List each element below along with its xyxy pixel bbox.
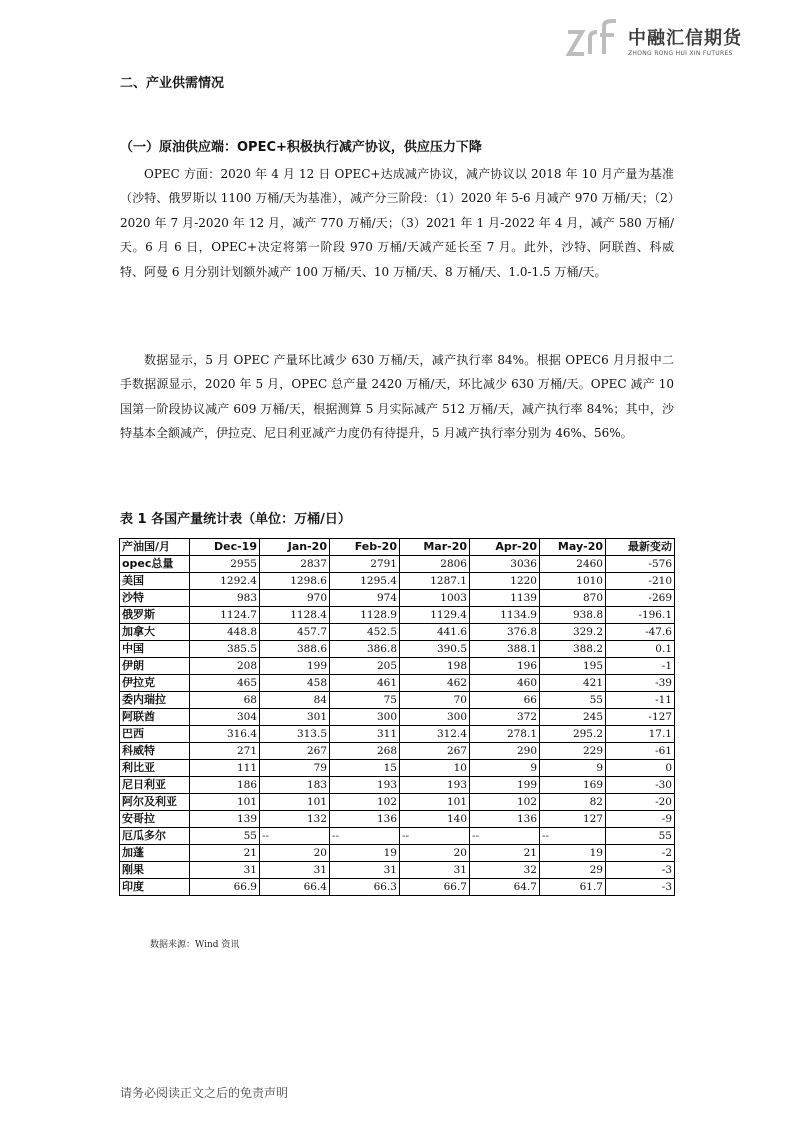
- table-cell-value: 301: [260, 709, 330, 726]
- table-row: [120, 607, 675, 624]
- row-country-name: 尼日利亚: [120, 777, 190, 794]
- table-cell-value: 0: [606, 760, 675, 777]
- table-cell-value: 304: [190, 709, 260, 726]
- row-country-name: 利比亚: [120, 760, 190, 777]
- table-cell-value: 1298.6: [260, 573, 330, 590]
- table-cell-value: 17.1: [606, 726, 675, 743]
- table-row: [120, 709, 675, 726]
- table-cell-value: 84: [260, 692, 330, 709]
- table-cell-value: -3: [606, 879, 675, 896]
- table-cell-value: 376.8: [470, 624, 540, 641]
- table-cell-value: 278.1: [470, 726, 540, 743]
- table-cell-value: 101: [190, 794, 260, 811]
- row-country-name: 刚果: [120, 862, 190, 879]
- table-cell-value: 974: [330, 590, 400, 607]
- table-cell-value: 461: [330, 675, 400, 692]
- table-cell-value: 29: [540, 862, 606, 879]
- table-row: [120, 556, 675, 573]
- subsection-title: （一）原油供应端：OPEC+积极执行减产协议，供应压力下降: [120, 140, 482, 155]
- logo-english-name: ZHONG RONG HUI XIN FUTURES: [628, 50, 733, 57]
- table-cell-value: -196.1: [606, 607, 675, 624]
- table-cell-value: 0.1: [606, 641, 675, 658]
- source-note: 数据来源：Wind 资讯: [150, 940, 240, 950]
- table-cell-value: 2460: [540, 556, 606, 573]
- column-header: Apr-20: [470, 539, 540, 556]
- table-cell-value: 462: [400, 675, 470, 692]
- table-row: [120, 862, 675, 879]
- column-header: 产油国/月: [120, 539, 190, 556]
- table-cell-value: 268: [330, 743, 400, 760]
- table-cell-value: 101: [400, 794, 470, 811]
- table-cell-value: -30: [606, 777, 675, 794]
- table-cell-value: 132: [260, 811, 330, 828]
- table-cell-value: 205: [330, 658, 400, 675]
- row-country-name: 沙特: [120, 590, 190, 607]
- table-cell-value: 31: [400, 862, 470, 879]
- section-title: 二、产业供需情况: [120, 76, 225, 91]
- table-cell-value: 31: [330, 862, 400, 879]
- table-cell-value: 388.6: [260, 641, 330, 658]
- table-cell-value: 1124.7: [190, 607, 260, 624]
- table-cell-value: -20: [606, 794, 675, 811]
- table-cell-value: 312.4: [400, 726, 470, 743]
- paragraph-opec-agreement: OPEC 方面：2020 年 4 月 12 日 OPEC+达成减产协议，减产协议以 2018 年 10 月产量为基准（沙特、俄罗斯以 1100 万桶/天为基准），减产分三阶段：（1）2020 年 5-6 月减产 970 万桶/天；（2）2020 年 7 月-2020 年 12 月，减产 770 万桶/天；（3）2021 年 1 月-2022 年 4 月，减产 580 万桶/天。6 月 6 日，OPEC+决定将第一阶段 970 万桶/天减产延长至 7 月。此外，沙特、阿联酋、科威特、阿曼 6 月分别计划额外减产 100 万桶/天、10 万桶/天、8 万桶/天、1.0-1.5 万桶/天。: [120, 167, 674, 279]
- row-country-name: 加蓬: [120, 845, 190, 862]
- row-country-name: 巴西: [120, 726, 190, 743]
- table-header-row: [120, 539, 675, 556]
- table-cell-value: 9: [540, 760, 606, 777]
- table-cell-value: 31: [260, 862, 330, 879]
- company-logo: [566, 18, 776, 62]
- row-country-name: 美国: [120, 573, 190, 590]
- table-cell-value: 295.2: [540, 726, 606, 743]
- column-header: Jan-20: [260, 539, 330, 556]
- table-cell-value: 199: [470, 777, 540, 794]
- table-caption: 表 1 各国产量统计表（单位：万桶/日）: [120, 512, 351, 527]
- row-country-name: 中国: [120, 641, 190, 658]
- table-cell-value: 198: [400, 658, 470, 675]
- table-cell-value: 21: [470, 845, 540, 862]
- table-row: [120, 828, 675, 845]
- table-cell-value: 193: [330, 777, 400, 794]
- table-cell-value: 66.3: [330, 879, 400, 896]
- table-cell-value: -47.6: [606, 624, 675, 641]
- row-country-name: 科威特: [120, 743, 190, 760]
- table-cell-value: 245: [540, 709, 606, 726]
- table-cell-value: 31: [190, 862, 260, 879]
- row-country-name: 委内瑞拉: [120, 692, 190, 709]
- table-cell-value: -3: [606, 862, 675, 879]
- table-cell-value: 169: [540, 777, 606, 794]
- table-cell-value: 55: [190, 828, 260, 845]
- table-cell-value: 66: [470, 692, 540, 709]
- table-cell-value: 9: [470, 760, 540, 777]
- table-cell-value: 271: [190, 743, 260, 760]
- table-cell-value: 1128.4: [260, 607, 330, 624]
- table-cell-value: 441.6: [400, 624, 470, 641]
- column-header: May-20: [540, 539, 606, 556]
- table-cell-value: 21: [190, 845, 260, 862]
- row-country-name: 阿联酋: [120, 709, 190, 726]
- table-cell-value: 70: [400, 692, 470, 709]
- table-cell-empty: --: [540, 828, 606, 845]
- column-header: Feb-20: [330, 539, 400, 556]
- table-cell-value: -1: [606, 658, 675, 675]
- row-country-name: opec总量: [120, 556, 190, 573]
- table-cell-value: 458: [260, 675, 330, 692]
- table-cell-value: 3036: [470, 556, 540, 573]
- table-cell-value: 1003: [400, 590, 470, 607]
- table-row: [120, 743, 675, 760]
- table-cell-value: 300: [400, 709, 470, 726]
- table-cell-value: 229: [540, 743, 606, 760]
- table-cell-value: 1295.4: [330, 573, 400, 590]
- table-cell-value: 10: [400, 760, 470, 777]
- table-cell-value: 329.2: [540, 624, 606, 641]
- table-cell-value: 61.7: [540, 879, 606, 896]
- table-cell-value: 183: [260, 777, 330, 794]
- table-cell-value: 136: [330, 811, 400, 828]
- table-cell-value: 66.4: [260, 879, 330, 896]
- table-cell-value: 1220: [470, 573, 540, 590]
- table-cell-value: 983: [190, 590, 260, 607]
- table-cell-value: 66.7: [400, 879, 470, 896]
- table-cell-value: 421: [540, 675, 606, 692]
- table-row: [120, 726, 675, 743]
- table-cell-value: 388.2: [540, 641, 606, 658]
- row-country-name: 印度: [120, 879, 190, 896]
- table-cell-empty: --: [330, 828, 400, 845]
- table-cell-value: -269: [606, 590, 675, 607]
- table-cell-empty: --: [470, 828, 540, 845]
- table-cell-value: 139: [190, 811, 260, 828]
- table-cell-value: -127: [606, 709, 675, 726]
- table-cell-value: 870: [540, 590, 606, 607]
- table-row: [120, 879, 675, 896]
- table-cell-value: 1139: [470, 590, 540, 607]
- table-row: [120, 641, 675, 658]
- table-cell-value: -2: [606, 845, 675, 862]
- table-cell-value: 385.5: [190, 641, 260, 658]
- column-header: Dec-19: [190, 539, 260, 556]
- table-cell-value: -210: [606, 573, 675, 590]
- table-cell-value: 390.5: [400, 641, 470, 658]
- table-cell-value: 2806: [400, 556, 470, 573]
- table-cell-value: 2791: [330, 556, 400, 573]
- table-cell-value: 1134.9: [470, 607, 540, 624]
- table-cell-value: 195: [540, 658, 606, 675]
- table-row: [120, 811, 675, 828]
- table-cell-value: -61: [606, 743, 675, 760]
- row-country-name: 安哥拉: [120, 811, 190, 828]
- table-cell-value: 75: [330, 692, 400, 709]
- table-cell-value: 55: [606, 828, 675, 845]
- production-table: [119, 538, 675, 896]
- table-row: [120, 675, 675, 692]
- table-cell-value: 102: [330, 794, 400, 811]
- table-cell-value: -11: [606, 692, 675, 709]
- table-cell-value: 465: [190, 675, 260, 692]
- row-country-name: 伊拉克: [120, 675, 190, 692]
- table-row: [120, 777, 675, 794]
- table-cell-value: 15: [330, 760, 400, 777]
- table-cell-value: 970: [260, 590, 330, 607]
- table-cell-value: 20: [400, 845, 470, 862]
- table-row: [120, 760, 675, 777]
- table-cell-value: 1129.4: [400, 607, 470, 624]
- table-cell-value: 2955: [190, 556, 260, 573]
- table-cell-value: 311: [330, 726, 400, 743]
- table-cell-value: 313.5: [260, 726, 330, 743]
- table-row: [120, 658, 675, 675]
- table-cell-value: 208: [190, 658, 260, 675]
- row-country-name: 加拿大: [120, 624, 190, 641]
- table-cell-value: 199: [260, 658, 330, 675]
- table-cell-value: -576: [606, 556, 675, 573]
- table-cell-value: -9: [606, 811, 675, 828]
- table-cell-value: 127: [540, 811, 606, 828]
- table-cell-value: 136: [470, 811, 540, 828]
- table-cell-value: 372: [470, 709, 540, 726]
- table-row: [120, 794, 675, 811]
- table-cell-value: 2837: [260, 556, 330, 573]
- table-cell-value: 1128.9: [330, 607, 400, 624]
- table-cell-value: 1287.1: [400, 573, 470, 590]
- table-cell-value: 82: [540, 794, 606, 811]
- table-cell-value: 186: [190, 777, 260, 794]
- table-body: [120, 556, 675, 896]
- table-row: [120, 692, 675, 709]
- table-cell-value: 66.9: [190, 879, 260, 896]
- table-cell-value: 68: [190, 692, 260, 709]
- table-cell-empty: --: [260, 828, 330, 845]
- table-cell-value: 55: [540, 692, 606, 709]
- table-row: [120, 624, 675, 641]
- row-country-name: 阿尔及利亚: [120, 794, 190, 811]
- table-row: [120, 573, 675, 590]
- table-cell-value: 290: [470, 743, 540, 760]
- table-cell-value: 267: [400, 743, 470, 760]
- table-cell-value: 19: [330, 845, 400, 862]
- table-cell-value: 193: [400, 777, 470, 794]
- table-cell-value: 20: [260, 845, 330, 862]
- table-cell-value: 460: [470, 675, 540, 692]
- table-cell-value: 938.8: [540, 607, 606, 624]
- table-cell-value: 267: [260, 743, 330, 760]
- table-cell-value: 448.8: [190, 624, 260, 641]
- table-cell-value: 79: [260, 760, 330, 777]
- table-cell-value: 19: [540, 845, 606, 862]
- table-cell-value: -39: [606, 675, 675, 692]
- table-cell-value: 32: [470, 862, 540, 879]
- table-row: [120, 590, 675, 607]
- table-cell-value: 196: [470, 658, 540, 675]
- table-cell-value: 452.5: [330, 624, 400, 641]
- table-cell-value: 101: [260, 794, 330, 811]
- footer-disclaimer: 请务必阅读正文之后的免责声明: [120, 1086, 289, 1100]
- logo-chinese-name: 中融汇信期货: [628, 28, 742, 49]
- row-country-name: 俄罗斯: [120, 607, 190, 624]
- table-cell-value: 388.1: [470, 641, 540, 658]
- table-cell-value: 300: [330, 709, 400, 726]
- table-cell-value: 386.8: [330, 641, 400, 658]
- column-header: 最新变动: [606, 539, 675, 556]
- table-cell-value: 102: [470, 794, 540, 811]
- zrf-logo-mark-icon: [566, 18, 626, 62]
- table-cell-value: 457.7: [260, 624, 330, 641]
- table-cell-empty: --: [400, 828, 470, 845]
- table-cell-value: 316.4: [190, 726, 260, 743]
- paragraph-may-data: 数据显示，5 月 OPEC 产量环比减少 630 万桶/天，减产执行率 84%。根据 OPEC6 月月报中二手数据源显示，2020 年 5 月，OPEC 总产量 2420 万桶/天，环比减少 630 万桶/天。OPEC 减产 10 国第一阶段协议减产 609 万桶/天，根据测算 5 月实际减产 512 万桶/天，减产执行率 84%；其中，沙特基本全额减产，伊拉克、尼日利亚减产力度仍有待提升，5 月减产执行率分别为 46%、56%。: [120, 353, 674, 441]
- table-cell-value: 64.7: [470, 879, 540, 896]
- row-country-name: 厄瓜多尔: [120, 828, 190, 845]
- row-country-name: 伊朗: [120, 658, 190, 675]
- table-row: [120, 845, 675, 862]
- table-cell-value: 1292.4: [190, 573, 260, 590]
- table-cell-value: 140: [400, 811, 470, 828]
- table-cell-value: 1010: [540, 573, 606, 590]
- column-header: Mar-20: [400, 539, 470, 556]
- table-cell-value: 111: [190, 760, 260, 777]
